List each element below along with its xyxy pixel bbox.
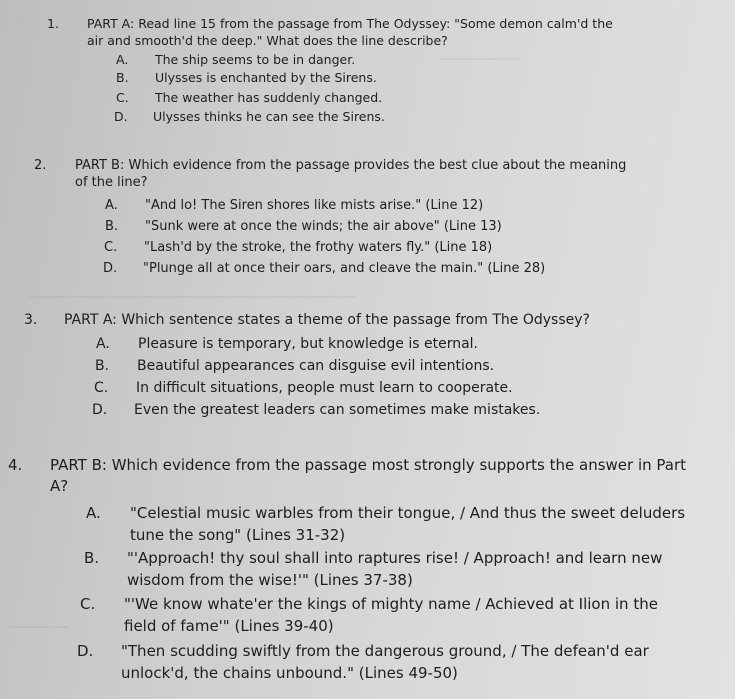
answer-option-continuation[interactable]: wisdom from the wise!'" (Lines 37-38): [127, 571, 413, 589]
question-number: 2.: [34, 158, 47, 173]
answer-option[interactable]: The ship seems to be in danger.: [155, 52, 356, 67]
question-prompt: of the line?: [75, 175, 148, 190]
question-number: 4.: [8, 456, 23, 474]
option-letter: B.: [95, 358, 110, 374]
show-through-texture: ────────: [10, 620, 68, 634]
question-number: 3.: [24, 312, 38, 328]
answer-option[interactable]: The weather has suddenly changed.: [155, 90, 383, 105]
question-prompt: PART B: Which evidence from the passage provides the best clue about the meaning: [75, 158, 627, 173]
answer-option[interactable]: Beautiful appearances can disguise evil intentions.: [137, 358, 495, 374]
option-letter: C.: [80, 595, 96, 613]
question-prompt: PART B: Which evidence from the passage most strongly supports the answer in Part: [50, 456, 686, 474]
answer-option[interactable]: "Sunk were at once the winds; the air above" (Line 13): [145, 219, 502, 234]
option-letter: A.: [86, 504, 101, 522]
option-letter: D.: [114, 109, 128, 124]
answer-option[interactable]: "Lash'd by the stroke, the frothy waters fly." (Line 18): [144, 240, 493, 255]
option-letter: D.: [77, 642, 94, 660]
answer-option[interactable]: "Plunge all at once their oars, and cleave the main." (Line 28): [143, 261, 546, 276]
question-prompt: PART A: Which sentence states a theme of the passage from The Odyssey?: [64, 312, 590, 328]
option-letter: C.: [94, 380, 109, 396]
answer-option[interactable]: Ulysses thinks he can see the Sirens.: [153, 109, 385, 124]
option-letter: B.: [116, 70, 129, 85]
question-number: 1.: [47, 16, 59, 31]
option-letter: A.: [96, 336, 110, 352]
option-letter: B.: [105, 219, 119, 234]
answer-option[interactable]: "Then scudding swiftly from the dangerous ground, / The defean'd ear: [121, 642, 649, 660]
option-letter: C.: [116, 90, 129, 105]
answer-option[interactable]: Pleasure is temporary, but knowledge is eternal.: [138, 336, 478, 352]
answer-option[interactable]: "'Approach! thy soul shall into raptures rise! / Approach! and learn new: [127, 549, 663, 567]
answer-option-continuation[interactable]: tune the song" (Lines 31-32): [130, 526, 346, 544]
answer-option[interactable]: "Celestial music warbles from their tongue, / And thus the sweet deluders: [130, 504, 686, 522]
answer-option-continuation[interactable]: field of fame'" (Lines 39-40): [124, 617, 334, 635]
show-through-texture: ─────────────────────────────────────────────: [30, 290, 356, 304]
option-letter: B.: [84, 549, 100, 567]
show-through-texture: ───────────: [440, 52, 520, 66]
option-letter: D.: [103, 261, 118, 276]
option-letter: D.: [92, 402, 108, 418]
question-prompt: PART A: Read line 15 from the passage from The Odyssey: "Some demon calm'd the: [87, 16, 613, 31]
answer-option[interactable]: Even the greatest leaders can sometimes make mistakes.: [134, 402, 541, 418]
question-prompt: A?: [50, 477, 69, 495]
question-prompt: air and smooth'd the deep." What does the line describe?: [87, 33, 448, 48]
answer-option-continuation[interactable]: unlock'd, the chains unbound." (Lines 49-50): [121, 664, 458, 682]
answer-option[interactable]: In difficult situations, people must learn to cooperate.: [136, 380, 513, 396]
answer-option[interactable]: Ulysses is enchanted by the Sirens.: [155, 70, 377, 85]
answer-option[interactable]: "And lo! The Siren shores like mists arise." (Line 12): [145, 198, 484, 213]
answer-option[interactable]: "'We know whate'er the kings of mighty name / Achieved at Ilion in the: [124, 595, 658, 613]
option-letter: A.: [105, 198, 118, 213]
option-letter: A.: [116, 52, 129, 67]
option-letter: C.: [104, 240, 118, 255]
